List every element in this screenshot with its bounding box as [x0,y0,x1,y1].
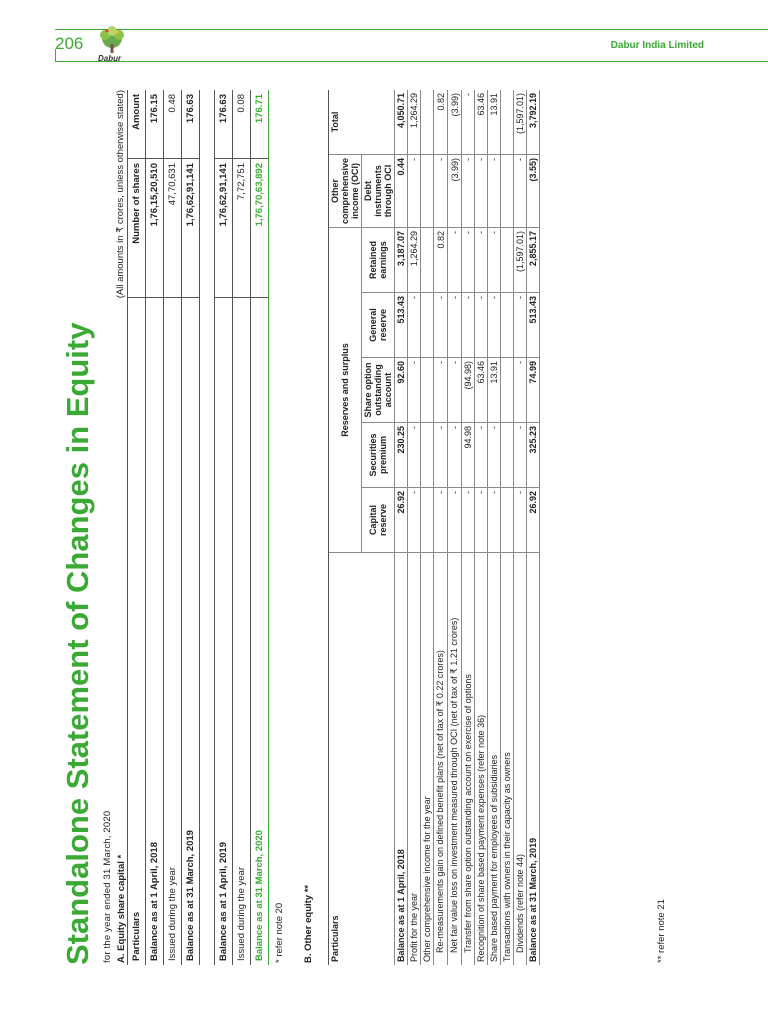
row-value: - [434,488,448,553]
row-value: (3.55) [527,155,540,228]
row-value: - [434,423,448,488]
row-value: 4,050.71 [395,90,408,155]
row-value: (94.98) [462,358,475,423]
header-bottom-rule [55,61,768,62]
row-value: 26.92 [527,488,540,553]
row-value: 63.46 [475,358,488,423]
row-value [421,155,434,228]
col-amount: Amount [128,90,146,159]
row-label: Transactions with owners in their capacity as owners [501,553,514,965]
row-value: 0.44 [395,155,408,228]
row-label: Net fair value loss on investment measured through OCI (net of tax of ₹ 1.21 crores) [448,553,462,965]
row-value [501,358,514,423]
row-value: - [434,155,448,228]
col-debt-instruments-oci: Debt instruments through OCI [362,155,395,228]
table-row [434,90,448,965]
table-row [164,90,182,965]
row-value: 74.99 [527,358,540,423]
row-amount: 176.71 [251,90,269,159]
col-number-of-shares: Number of shares [128,159,146,298]
row-value: 13.91 [488,358,501,423]
row-shares: 1,76,15,20,510 [146,159,164,298]
row-value: - [448,423,462,488]
row-value: - [488,228,501,293]
table-row [448,90,462,965]
row-value: - [475,423,488,488]
table-row [146,90,164,965]
section-a-heading: A. Equity share capital * [116,854,127,963]
table-row [488,90,501,965]
col-share-option: Share option outstanding account [362,358,395,423]
row-label: Re-measurements gain on defined benefit plans (net of tax of ₹ 0.22 crores) [434,553,448,965]
row-value: - [408,423,421,488]
col-particulars: Particulars [329,553,395,965]
group-reserves-and-surplus: Reserves and surplus [329,228,362,553]
table-row-total [251,90,269,965]
page-number: 206 [55,34,84,53]
row-value: - [462,90,475,155]
row-value: - [448,228,462,293]
row-value: - [408,293,421,358]
table-row [514,90,527,965]
row-value: - [488,155,501,228]
row-value: 1,264.29 [408,228,421,293]
col-securities-premium: Securities premium [362,423,395,488]
col-retained-earnings: Retained earnings [362,228,395,293]
row-label: Balance as at 1 April, 2018 [395,553,408,965]
row-shares: 1,76,62,91,141 [182,159,200,298]
table-row [408,90,421,965]
company-name: Dabur India Limited [610,40,704,51]
row-label: Recognition of share based payment expenses (refer note 36) [475,553,488,965]
row-value: - [514,358,527,423]
table-row [462,90,475,965]
row-value: 513.43 [527,293,540,358]
row-value: - [462,293,475,358]
table-row [475,90,488,965]
row-value: 94.98 [462,423,475,488]
row-value: - [514,155,527,228]
header-tick [55,49,56,61]
row-value: 230.25 [395,423,408,488]
col-capital-reserve: Capital reserve [362,488,395,553]
row-value: - [462,488,475,553]
row-value [501,155,514,228]
row-value: - [462,228,475,293]
row-value: - [475,155,488,228]
row-value: - [488,423,501,488]
row-value [501,228,514,293]
row-label: Balance as at 31 March, 2020 [251,298,269,966]
row-label: Other comprehensive income for the year [421,553,434,965]
row-amount: 176.63 [215,90,233,159]
row-value: - [514,488,527,553]
row-value: - [514,423,527,488]
row-value: - [488,488,501,553]
group-oci: Other comprehensive income (OCI) [329,155,362,228]
other-equity-body [395,90,540,965]
row-value: (3.99) [448,90,462,155]
statement-period: for the year ended 31 March, 2020 [102,810,113,963]
row-value [421,488,434,553]
row-value: 3,792.19 [527,90,540,155]
row-value: (3.99) [448,155,462,228]
row-shares: 1,76,62,91,141 [215,159,233,298]
row-value: 26.92 [395,488,408,553]
table-row [421,90,434,965]
row-label: Issued during the year [164,298,182,966]
table-spacer [200,90,215,965]
table-row [233,90,251,965]
row-value [421,423,434,488]
row-value [421,90,434,155]
row-value [421,358,434,423]
row-shares: 1,76,70,63,892 [251,159,269,298]
row-label: Profit for the year [408,553,421,965]
row-label: Balance as at 31 March, 2019 [527,553,540,965]
row-value [501,488,514,553]
table-row [527,90,540,965]
row-value: - [448,358,462,423]
col-particulars: Particulars [128,298,146,966]
row-value: 2,855.17 [527,228,540,293]
row-value: - [448,293,462,358]
row-value [421,228,434,293]
row-value: - [514,293,527,358]
row-shares: 47,70,631 [164,159,182,298]
row-value: 63.46 [475,90,488,155]
row-value: 325.23 [527,423,540,488]
row-value: 13.91 [488,90,501,155]
page-title: Standalone Statement of Changes in Equity [60,322,95,965]
row-label: Balance as at 1 April, 2018 [146,298,164,966]
row-value [421,293,434,358]
row-label: Transfer from share option outstanding account on exercise of options [462,553,475,965]
row-label: Dividends (refer note 44) [514,553,527,965]
section-a-footnote: * refer note 20 [274,902,285,963]
row-value: 0.82 [434,228,448,293]
table-row [395,90,408,965]
other-equity-table [328,90,540,965]
row-amount: 176.15 [146,90,164,159]
row-value: - [475,293,488,358]
row-amount: 0.08 [233,90,251,159]
row-value: 1,264.29 [408,90,421,155]
row-label: Balance as at 1 April, 2019 [215,298,233,966]
row-shares: 7,72,751 [233,159,251,298]
row-value: 513.43 [395,293,408,358]
row-value: (1,597.01) [514,228,527,293]
row-value: - [475,228,488,293]
col-total: Total [329,90,395,155]
row-amount: 176.63 [182,90,200,159]
table-row [182,90,200,965]
table-header-row [128,90,146,965]
row-label: Share based payment for employees of subsidiaries [488,553,501,965]
section-b-footnote: ** refer note 21 [656,899,667,963]
table-row [215,90,233,965]
row-value [501,90,514,155]
row-value: - [434,358,448,423]
table-row [501,90,514,965]
row-value [501,423,514,488]
row-value: - [475,488,488,553]
row-value: - [448,488,462,553]
row-value: - [408,155,421,228]
row-value: - [408,488,421,553]
header-top-rule [55,29,768,30]
row-label: Issued during the year [233,298,251,966]
row-value: 92.60 [395,358,408,423]
row-value: - [408,358,421,423]
equity-share-capital-table [127,90,269,965]
rotated-statement [60,90,675,965]
row-amount: 0.48 [164,90,182,159]
group-header-row [329,90,362,965]
row-value: 0.82 [434,90,448,155]
row-value: 3,187.07 [395,228,408,293]
section-b-heading: B. Other equity ** [303,884,314,963]
amounts-note: (All amounts in ₹ crores, unless otherwise stated) [115,90,126,299]
row-value: - [462,155,475,228]
col-general-reserve: General reserve [362,293,395,358]
logo-wordmark: Dabur [98,54,122,63]
row-value [501,293,514,358]
row-value: - [434,293,448,358]
row-value: (1,597.01) [514,90,527,155]
row-value: - [488,293,501,358]
row-label: Balance as at 31 March, 2019 [182,298,200,966]
